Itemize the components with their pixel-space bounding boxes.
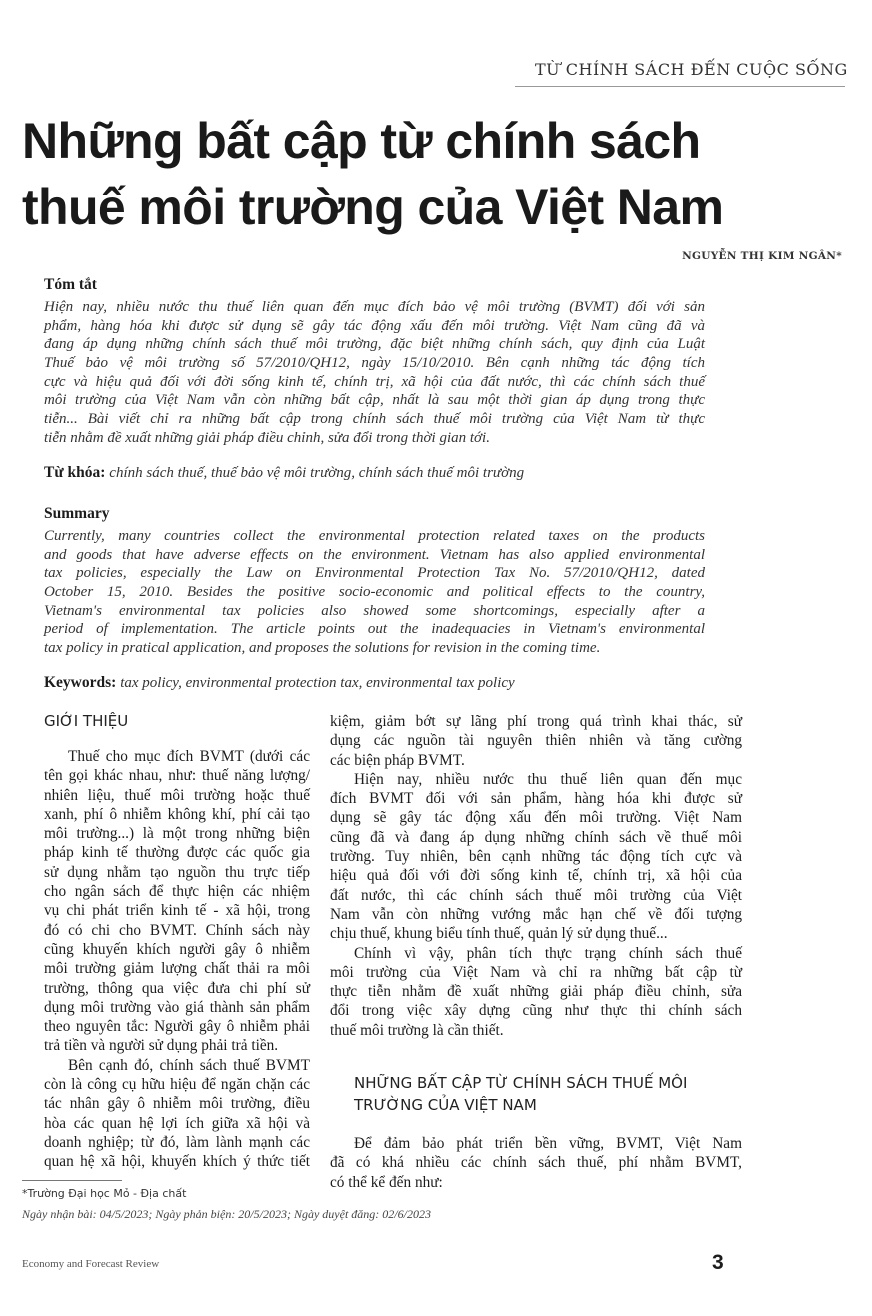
article-title <box>22 108 723 240</box>
abstract-label: Tóm tắt <box>44 276 97 293</box>
article-dates: Ngày nhận bài: 04/5/2023; Ngày phản biện: 20/5/2023; Ngày duyệt đăng: 02/6/2023 <box>22 1207 431 1221</box>
text-line: hòa các quan hệ lợi ích giữa xã hội và <box>44 1114 310 1132</box>
text-line: phẩm, hàng hóa khi được sử dụng sẽ gây tác động xấu đến môi trường. Việt Nam cũng đã và <box>44 317 705 334</box>
text-line: period of implementation. The article points out the inadequacies in Vietnam's environmental <box>44 621 705 638</box>
text-line: October 15, 2010. Besides the positive socio-economic and political effects to the country, <box>44 584 705 601</box>
keywords-label: Từ khóa: <box>44 463 106 481</box>
abstract-english <box>44 505 705 692</box>
footnote-affiliation: *Trường Đại học Mỏ - Địa chất <box>22 1187 187 1200</box>
keywords-text: tax policy, environmental protection tax, environmental tax policy <box>120 674 515 691</box>
text-line: đang áp dụng những chính sách thuế môi trường, đặc biệt những chính sách, quy định của Luật <box>44 336 705 353</box>
text-line: nhiên liệu, thuế môi trường hoặc thuế <box>44 786 310 804</box>
text-line: môi trường của Việt Nam vẫn còn những bất cập, nhất là sau một thời gian áp dụng trong thực <box>44 392 705 409</box>
running-head: TỪ CHÍNH SÁCH ĐẾN CUỘC SỐNG <box>535 60 848 79</box>
keywords-label: Keywords: <box>44 673 117 691</box>
text-line: xanh, phí ô nhiễm không khí, phí cải tạo <box>44 805 310 823</box>
text-line: môi trường của Việt Nam và chỉ ra những bất cập từ <box>330 963 742 981</box>
text-line: Để đảm bảo phát triển bền vững, BVMT, Việt Nam <box>354 1135 742 1153</box>
text-line: dụng sẽ gây tác động xấu đến môi trường. Việt Nam <box>330 809 742 827</box>
text-line: Thuế bảo vệ môi trường số 57/2010/QH12, ngày 15/10/2010. Bên cạnh những tác động tích <box>44 355 705 372</box>
paragraph <box>330 1134 742 1192</box>
text-line: Vietnam's environmental tax policies also showed some shortcomings, especially after a <box>44 602 705 619</box>
keywords-text: chính sách thuế, thuế bảo vệ môi trường, chính sách thuế môi trường <box>109 464 525 481</box>
title-line: Những bất cập từ chính sách <box>22 113 701 169</box>
text-line: cũng khuyến khích người gây ô nhiễm <box>44 940 310 958</box>
text-line: Hiện nay, nhiều nước thu thuế liên quan đến mục <box>354 770 742 788</box>
text-line: and goods that have adverse effects on the environment. Vietnam has also applied environmental <box>44 546 705 563</box>
title-line: thuế môi trường của Việt Nam <box>22 179 724 235</box>
text-line: doanh nghiệp; từ đó, làm lành mạnh các <box>44 1133 310 1151</box>
paragraph <box>330 712 742 770</box>
text-line: cực và hiệu quả đối với đời sống kinh tế, chính trị, xã hội của đất nước, thì các chính sách thuế <box>44 373 705 390</box>
journal-name: Economy and Forecast Review <box>22 1258 160 1270</box>
text-line: chịu thuế, khung biểu tính thuế, quản lý sử dụng thuế... <box>330 925 668 943</box>
right-column <box>330 712 742 1192</box>
left-column-text <box>44 747 310 1172</box>
text-line: Chính vì vậy, phân tích thực trạng chính sách thuế <box>354 944 742 962</box>
paragraph <box>44 747 310 1056</box>
text-line: đổi trong việc xây dựng cũng như thực thi chính sách <box>330 1002 742 1020</box>
text-line: các biện pháp BVMT. <box>330 751 465 769</box>
summary-text <box>44 527 705 658</box>
text-line: tiễn nhằm đề xuất những giải pháp điều chỉnh, sửa đổi trong thời gian tới. <box>44 429 490 446</box>
text-line: Nam vẫn còn những vướng mắc hạn chế về đối tượng <box>330 905 742 923</box>
abstract-text <box>44 298 705 448</box>
author: NGUYỄN THỊ KIM NGÂN* <box>682 250 842 262</box>
section-2-text <box>330 1134 742 1192</box>
text-line: hiệu quả đối với đời sống kinh tế, chính trị, xã hội của <box>330 867 742 885</box>
text-line: vụ chi phát triển kinh tế - xã hội, trong <box>44 902 310 920</box>
text-line: đó có chi cho BVMT. Chính sách này <box>44 921 310 939</box>
text-line: thuế môi trường là cần thiết. <box>330 1021 504 1039</box>
footnote-rule <box>22 1180 122 1181</box>
heading-line: TRƯỜNG CỦA VIỆT NAM <box>354 1096 537 1115</box>
text-line: dụng các nguồn tài nguyên thiên nhiên và tăng cường <box>330 732 742 750</box>
text-line: cũng đã và đang áp dụng những chính sách về thuế môi <box>330 828 742 846</box>
text-line: môi trường giảm lượng chất thải ra môi <box>44 960 310 978</box>
text-line: Currently, many countries collect the environmental protection related taxes on the products <box>44 528 705 544</box>
text-line: đất nước, thì các chính sách thuế môi trường của Việt <box>330 886 742 904</box>
text-line: Thuế cho mục đích BVMT (dưới các <box>68 748 310 765</box>
text-line: tác nhân gây ô nhiễm môi trường, điều <box>44 1095 310 1113</box>
text-line: còn là công cụ hữu hiệu để ngăn chặn các <box>44 1076 310 1094</box>
paragraph <box>330 770 742 944</box>
header-rule <box>515 86 845 87</box>
text-line: tax policies, especially the Law on Environmental Protection Tax No. 57/2010/QH12, dated <box>44 565 705 582</box>
text-line: tên gọi khác nhau, như: thuế năng lượng/ <box>44 767 310 785</box>
text-line: trường, thông qua việc đưa chi phí sử <box>44 979 310 997</box>
paragraph <box>44 1056 310 1172</box>
text-line: môi trường...) là một trong những biện <box>44 825 310 843</box>
left-column <box>44 710 310 1172</box>
paragraph <box>330 944 742 1040</box>
text-line: có thể kể đến như: <box>330 1173 443 1191</box>
text-line: Hiện nay, nhiều nước thu thuế liên quan đến mục đích bảo vệ môi trường (BVMT) đối với sản <box>44 299 705 315</box>
text-line: quan hệ xã hội, khuyến khích ý thức tiết <box>44 1153 310 1171</box>
text-line: đã có khá nhiều các chính sách thuế, phí nhằm BVMT, <box>330 1154 742 1172</box>
section-heading-intro: GIỚI THIỆU <box>44 712 129 730</box>
text-line: trường. Tuy nhiên, bên cạnh những tác động tích cực và <box>330 848 742 866</box>
abstract-vietnamese <box>44 276 705 482</box>
right-column-text <box>330 712 742 1040</box>
text-line: sử dụng nhằm tạo nguồn thu trực tiếp <box>44 863 310 881</box>
summary-label: Summary <box>44 505 110 522</box>
keywords-vi <box>44 464 705 482</box>
keywords-en <box>44 674 705 692</box>
text-line: pháp kinh tế thường được các quốc gia <box>44 844 310 862</box>
text-line: kiệm, giảm bớt sự lãng phí trong quá trình khai thác, sử <box>330 713 742 730</box>
text-line: cho ngân sách để thực hiện các nhiệm <box>44 883 310 901</box>
text-line: tax policy in pratical application, and proposes the solutions for revision in the coming time. <box>44 640 601 657</box>
text-line: trả tiền và người sử dụng phải trả tiền. <box>44 1037 279 1055</box>
text-line: dụng môi trường vào giá thành sản phẩm <box>44 998 310 1016</box>
heading-line: NHỮNG BẤT CẬP TỪ CHÍNH SÁCH THUẾ MÔI <box>354 1074 688 1093</box>
page-number: 3 <box>712 1251 724 1274</box>
section-heading-2 <box>330 1072 742 1116</box>
text-line: tiễn... Bài viết chỉ ra những bất cập trong chính sách thuế môi trường của Việt Nam từ thực <box>44 411 705 428</box>
text-line: theo nguyên tắc: Người gây ô nhiễm phải <box>44 1018 310 1036</box>
text-line: đích BVMT đối với sản phẩm, hàng hóa khi được sử <box>330 790 742 808</box>
text-line: Bên cạnh đó, chính sách thuế BVMT <box>68 1056 310 1074</box>
text-line: thực tiễn nhằm đề xuất những giải pháp điều chỉnh, sửa <box>330 983 742 1001</box>
